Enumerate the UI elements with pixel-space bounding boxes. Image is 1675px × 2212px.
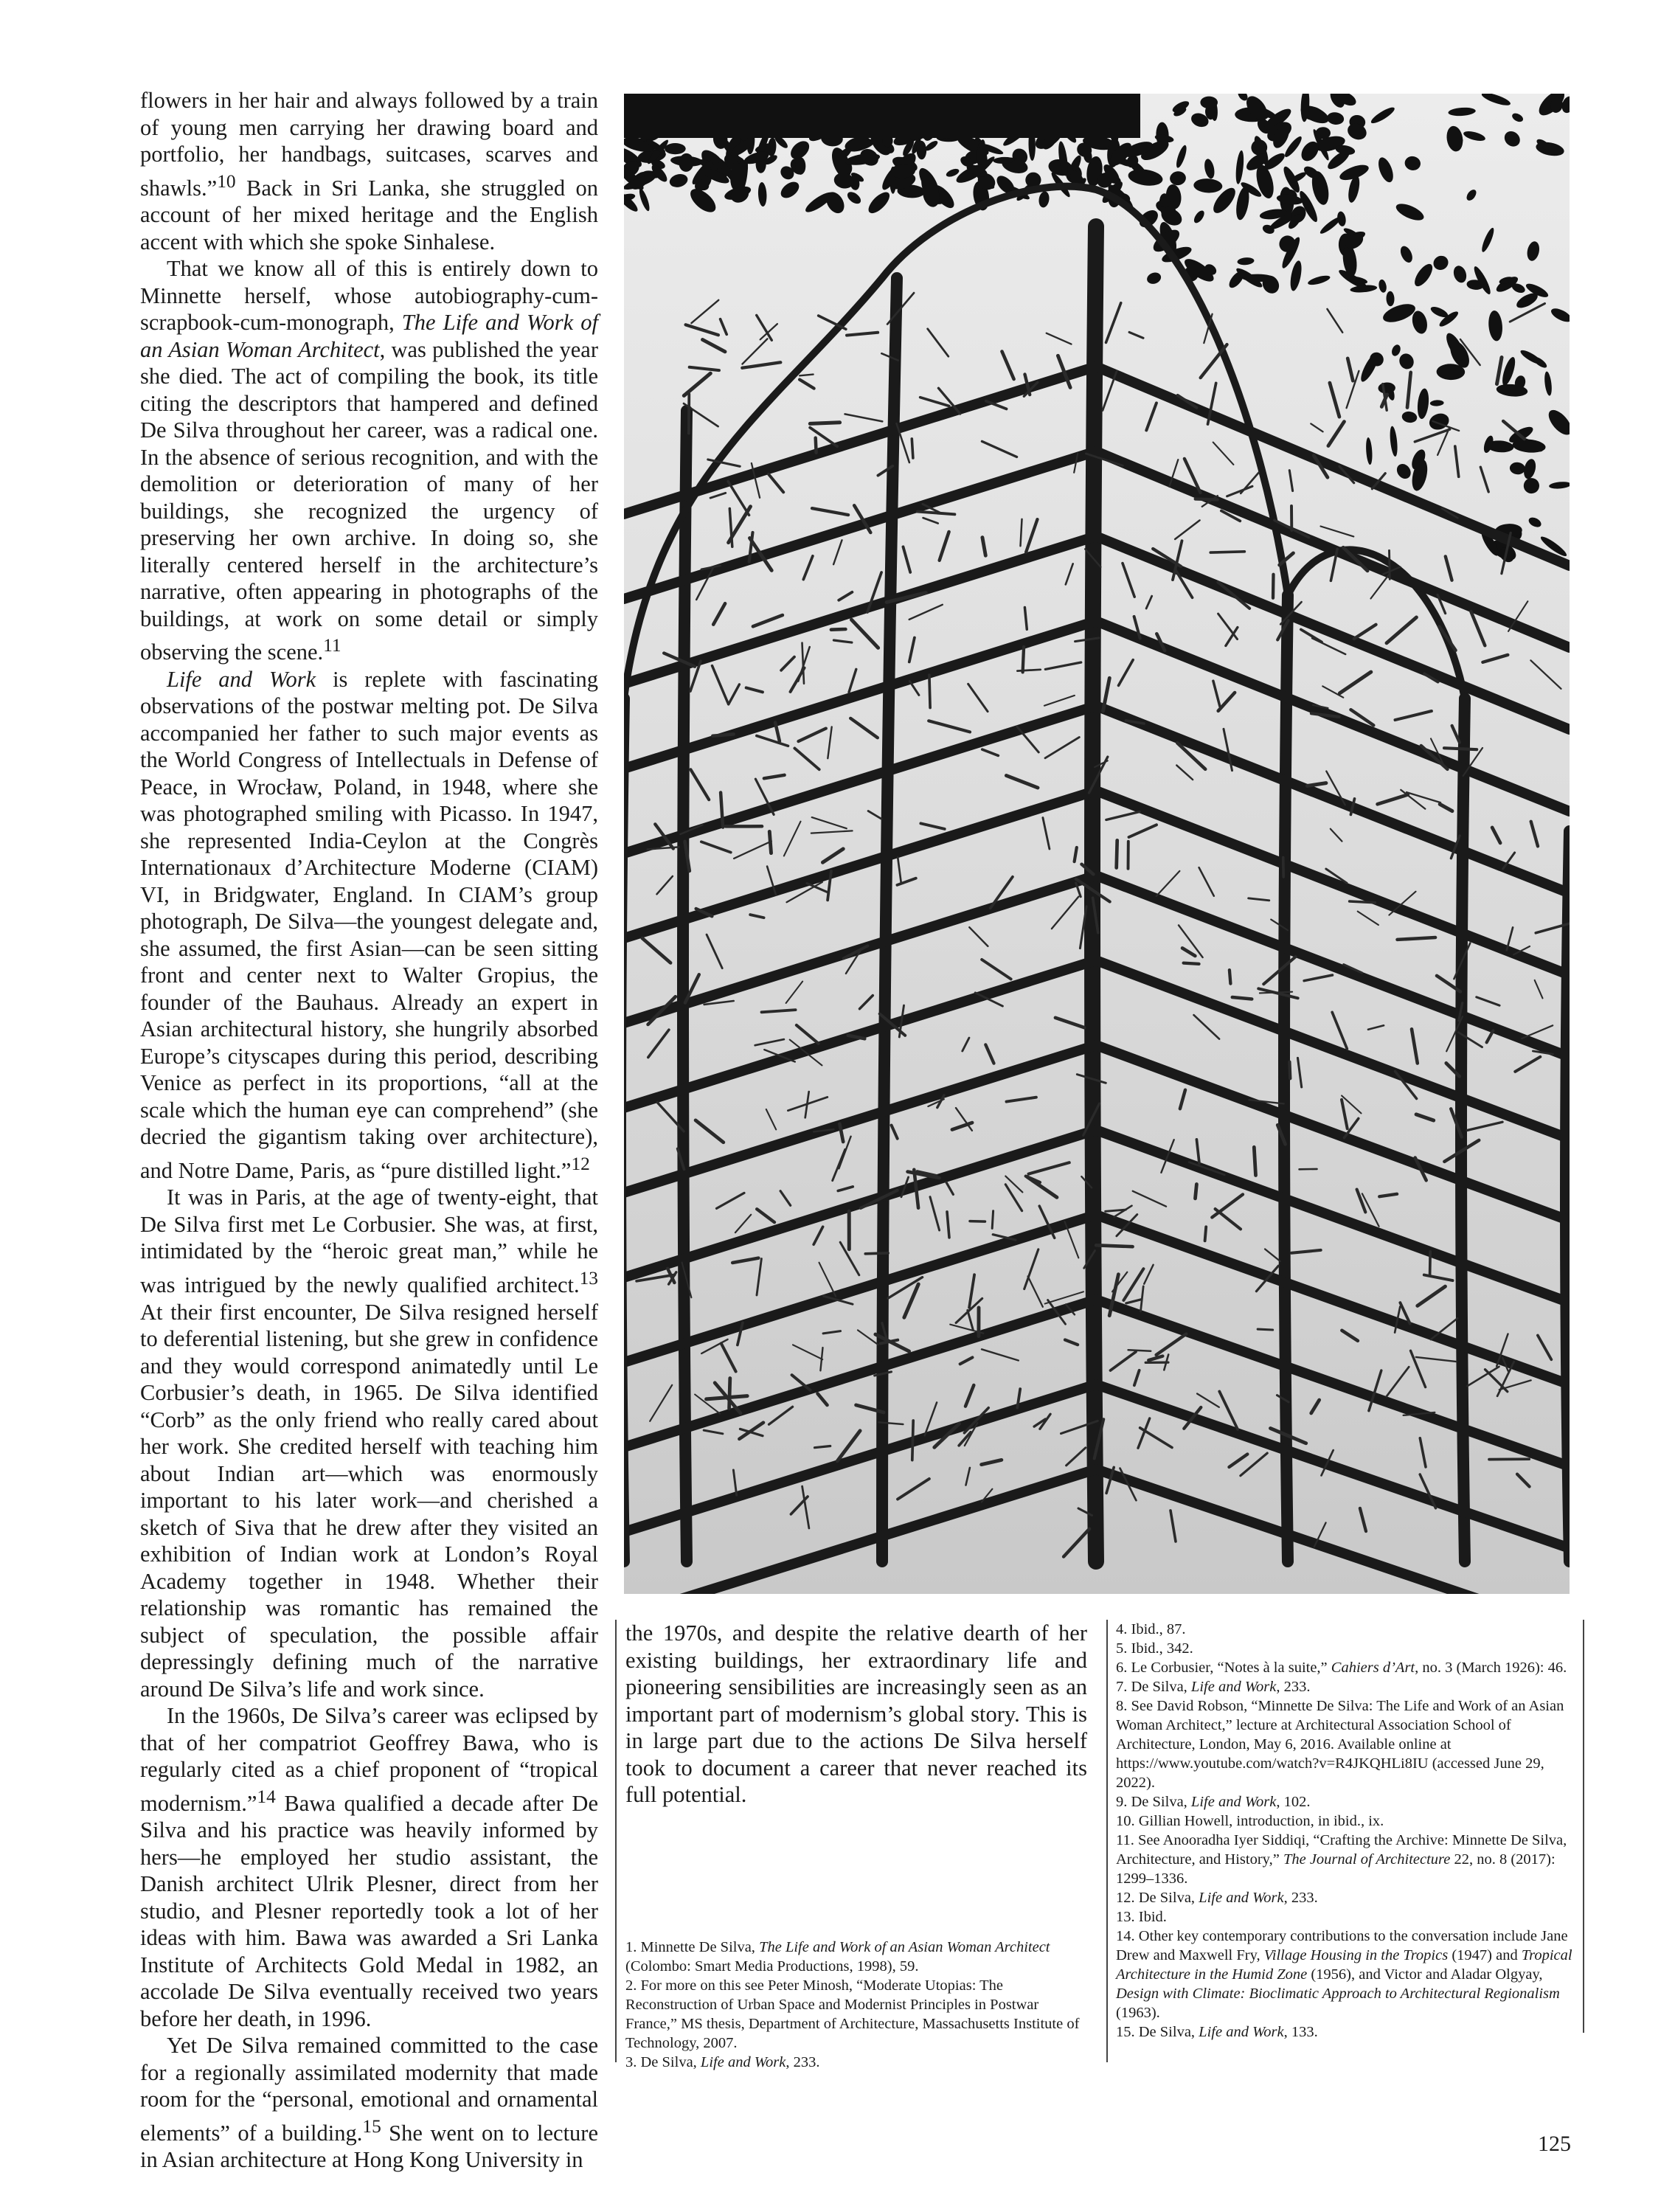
frond-spike [1273,575,1274,598]
footnote-ref: 10 [217,170,236,192]
text-run: (Colombo: Smart Media Productions, 1998), 59. [625,1958,919,1974]
book-title: Life and Work [1199,1890,1284,1906]
text-run: Back in Sri Lanka, she struggled on account of her mixed heritage and the English accent with which she spoke Sinhalese. [140,175,598,254]
frond-spike [912,1421,913,1460]
leaf [665,143,686,154]
frond-spike [1096,1245,1133,1247]
frond-spike [815,1446,830,1448]
frond-spike [1196,1185,1197,1199]
text-run: (1956), and Victor and Aladar Olgyay, [1307,1966,1543,1983]
frond-spike [800,375,813,376]
column-rule [1583,1620,1584,2033]
footnote [1116,1831,1577,1888]
text-run: 14. Other key contemporary contributions to the conversation include Jane Drew and Maxwell Fry, [1116,1928,1568,1963]
book-title: Design with Climate: Bioclimatic Approach to Architectural Regionalism [1116,1986,1560,2002]
book-title: Life and Work [1190,1679,1277,1695]
footnote: 10. Gillian Howell, introduction, in ibid., ix. [1116,1813,1384,1829]
footnote [625,1938,1087,1976]
frond-spike [992,1211,993,1229]
column-rule [1106,1620,1108,2062]
paragraph [140,1702,598,2032]
frond-spike [1254,1147,1255,1175]
footnote-ref: 12 [571,1153,590,1174]
text-run: Bawa qualified a decade after De Silva and his practice was heavily informed by hers—he employed her studio assistant, the Danish architect Ulrik Plesner, direct from her studio, and Plesner reportedly took a lot of her ideas with him. Bawa was awarded a Sri Lanka Institute of Architects Gold Medal in 1982, an accolade De Silva eventually received two years before her death, in 1996. [140,1790,598,2031]
text-run: 7. De Silva, [1116,1679,1191,1695]
footnote-ref: 13 [579,1267,598,1289]
frond-spike [729,1379,730,1409]
text-run: She went on to lecture in Asian architecture at Hong Kong University in [140,2120,598,2173]
text-run: , 233. [1276,1679,1311,1695]
text-run: It was in Paris, at the age of twenty-eight, that De Silva first met Le Corbusier. She was, at first, intimidated by the “heroic great man,” while he was intrigued by the newly qualified architect. [140,1185,598,1298]
lattice-post [1566,831,1570,1561]
frond-spike [1398,937,1436,940]
footnote: 13. Ibid. [1116,1909,1167,1925]
woven-lattice-photo [624,94,1570,1594]
frond-spike [970,1221,985,1222]
text-run: 22, no. 8 (2017): 1299–1336. [1116,1851,1556,1887]
journal-title: The Journal of Architecture [1283,1851,1451,1868]
frond-spike [1023,647,1024,673]
book-title: The Life and Work of an Asian Woman Architect [140,310,599,362]
frond-spike [1205,1227,1207,1241]
book-title: The Life and Work of an Asian Woman Architect [759,1939,1050,1955]
book-title: Life and Work [1190,1794,1277,1810]
frond-spike [912,439,913,458]
footnotes-left [625,1938,1087,2072]
page-number: 125 [1538,2132,1571,2156]
text-run: 11. See Anooradha Iyer Siddiqi, “Crafting the Archive: Minnette De Silva, Architecture, and History,” [1116,1832,1567,1868]
frond-spike [1128,1350,1151,1351]
frond-spike [1289,1062,1290,1079]
book-title: Village Housing in the Tropics [1263,1947,1449,1963]
frond-spike [810,423,839,424]
book-title: Life and Work [1199,2024,1284,2040]
frond-spike [929,675,930,707]
frond-spike [1017,670,1041,671]
book-title: Life and Work [700,2054,786,2070]
body-text-column-left [140,87,598,2174]
text-run: That we know all of this is entirely down to Minnette herself, whose autobiography-cum-scrapbook-cum-monograph, [140,256,598,336]
text-run: 9. De Silva, [1116,1794,1191,1810]
text-run: (1963). [1116,2005,1160,2021]
frond-spike [865,1253,888,1254]
frond-spike [831,629,846,630]
frond-spike [721,793,723,828]
frond-spike [1184,963,1199,964]
frond-spike [1350,901,1376,903]
book-title: Life and Work [167,666,316,692]
text-run: , 102. [1276,1794,1311,1810]
frond-spike [1232,997,1252,999]
footnote [625,2053,1087,2072]
text-run: , 233. [786,2054,820,2070]
footnote-ref: 11 [323,635,341,656]
column-rule [615,1620,617,2062]
frond-spike [1444,748,1477,749]
leaf [1159,198,1171,208]
text-run: , was published the year she died. The act of compiling the book, its title citing the descriptors that hampered and defined De Silva throughout her career, was a radical one. In the absence of serious recognition, and with the demolition or deterioration of many of her buildings, she recognized the urgency of preserving her own archive. In doing so, she literally centered herself in the architecture’s narrative, often appearing in photographs of the buildings, at work on some detail or simply observing the scene. [140,336,598,665]
footnote: 2. For more on this see Peter Minosh, “Moderate Utopias: The Reconstruction of Urban Space and Modernist Principles in Postwar France,” MS thesis, Department of Architecture, Massachusetts Institute of Technology, 2007. [625,1977,1080,2051]
footnote [1116,1677,1577,1696]
text-run: Yet De Silva remained committed to the case for a regionally assimilated modernity that made room for the “personal, emotional and ornamental elements” of a building. [140,2033,598,2146]
paragraph [140,666,598,1185]
text-run: (1947) and [1448,1947,1522,1963]
text-run: , 233. [1283,1890,1318,1906]
footnote: 5. Ibid., 342. [1116,1640,1193,1657]
lattice-post [1284,595,1288,1561]
footnotes-right [1116,1620,1577,2042]
text-run: 6. Le Corbusier, “Notes à la suite,” [1116,1660,1331,1676]
frond-spike [712,734,733,735]
paragraph [140,2032,598,2174]
text-run: 12. De Silva, [1116,1890,1199,1906]
frond-spike [1258,1329,1272,1330]
leaf [1200,97,1218,109]
paragraph [140,87,598,255]
paragraph [140,1184,598,1702]
text-run: is replete with fascinating observations of the postwar melting pot. De Silva accompanied her father to such major events as the World Congress of Intellectuals in Defense of Peace, in Wrocław, Poland, in 1948, where she was photographed smiling with Picasso. In 1947, she represented India-Ceylon at the Congrès Internationaux d’Architecture Moderne (CIAM) VI, in Bridgwater, England. In CIAM’s group photograph, De Silva—the youngest delegate and, she assumed, the first Asian—can be seen sitting front and center next to Walter Gropius, the founder of the Bauhaus. Already an expert in Asian architectural history, she hungrily absorbed Europe’s cityscapes during this period, describing Venice as perfect in its proportions, “all at the scale which the human eye can comprehend” (she decried the gigantism taking over architecture), and Notre Dame, Paris, as “pure distilled light.” [140,666,599,1183]
paragraph [140,255,598,666]
footnote [1116,1888,1577,1907]
book-title: Tropical Architecture in the Humid Zone [1116,1947,1572,1983]
footnote-ref: 15 [362,2115,381,2137]
foliage-band [624,94,1140,138]
footnote [1116,1927,1577,2022]
leaf [795,157,805,175]
text-run: flowers in her hair and always followed by a train of young men carrying her drawing board and portfolio, her handbags, suitcases, scarves and shawls.” [140,88,598,201]
footnote [1116,2022,1577,2042]
footnote: 8. See David Robson, “Minnette De Silva: The Life and Work of an Asian Woman Architect,” lecture at Architectural Association School of Architecture, London, May 6, 2016. Available online at https://www.youtube.com/watch?v=R4JKQHLi8IU (accessed June 29, 2022). [1116,1698,1564,1791]
text-run: 3. De Silva, [625,2054,701,2070]
frond-spike [1196,499,1218,500]
frond-spike [1430,1252,1431,1275]
text-run: 15. De Silva, [1116,2024,1199,2040]
frond-spike [1230,970,1231,984]
footnote: 4. Ibid., 87. [1116,1621,1186,1637]
text-run: 1. Minnette De Silva, [625,1939,760,1955]
text-run: , 133. [1283,2024,1318,2040]
footnote [1116,1792,1577,1811]
journal-title: Cahiers d’Art [1331,1660,1415,1676]
body-text-column-middle [625,1620,1087,1809]
text-run: , no. 3 (March 1926): 46. [1415,1660,1567,1676]
photo-image [624,94,1570,1594]
paragraph: the 1970s, and despite the relative dearth of her existing buildings, her extraordinary life and pioneering sensibilities are increasingly seen as an important part of modernism’s global story. This is in large part due to the actions De Silva herself took to document a career that never reached its full potential. [625,1620,1087,1807]
footnote-ref: 14 [257,1786,276,1807]
text-run: In the 1960s, De Silva’s career was eclipsed by that of her compatriot Geoffrey Bawa, who is regularly cited as a chief proponent of “tropical modernism.” [140,1703,598,1816]
text-run: At their first encounter, De Silva resigned herself to deferential listening, but she grew in confidence and they would correspond animatedly until Le Corbusier’s death, in 1965. De Silva identified “Corb” as the only friend who really cared about her work. She credited herself with teaching him about Indian art—which was enormously important to his later work—and cherished a sketch of Siva that he drew after they visited an exhibition of Indian work at London’s Royal Academy together in 1948. Whether their relationship was romantic has remained the subject of speculation, the possible affair depressingly defining much of the narrative around De Silva’s life and work since. [140,1299,598,1702]
footnote [1116,1658,1577,1677]
frond-spike [1283,858,1284,877]
